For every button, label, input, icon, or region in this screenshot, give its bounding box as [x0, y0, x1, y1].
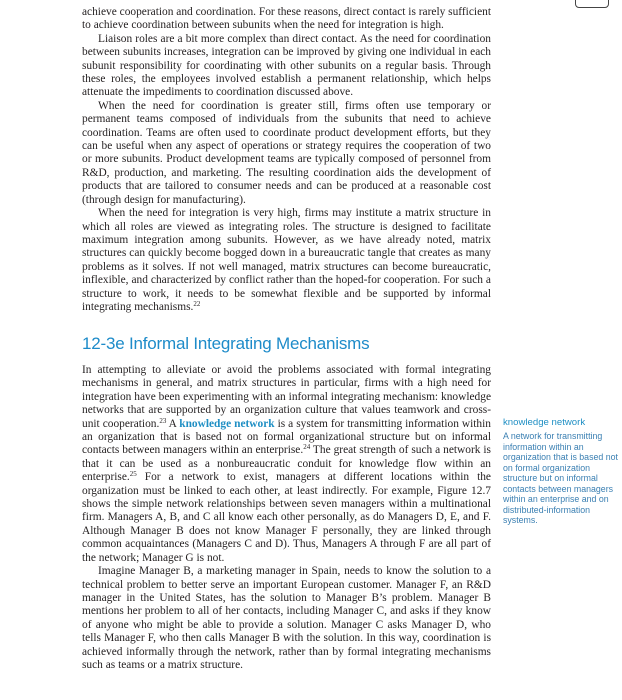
text-segment: The great strength of such a network is that it can be used as a nonbureaucratic conduit for knowledge flow within an enterprise.	[82, 444, 491, 484]
paragraph-knowledge-network	[82, 364, 491, 565]
page-corner-tab	[575, 0, 609, 8]
footnote-ref: 23	[159, 416, 167, 425]
footnote-ref: 24	[303, 443, 311, 452]
matrix-text: When the need for integration is very high, firms may institute a matrix structure in which all roles are viewed as integrating roles. The structure is designed to facilitate maximum integration among subunits. However, as we have already noted, matrix structures can quickly become bogged down in a bureaucratic tangle that creates as many problems as it solves. If not well managed, matrix structures can become bureaucratic, inflexible, and characterized by conflict rather than the hoped-for cooperation. For such a structure to work, it needs to be somewhat flexible and be supported by informal integrating mechanisms.	[82, 207, 491, 313]
text-segment: For a network to exist, managers at different locations within the organization must be linked to each other, at least indirectly. For example, Figure 12.7 shows the simple network relationships between seven managers within a multinational firm. Managers A, B, and C all know each other personally, as do Managers D, E, and F. Although Manager B does not know Manager F personally, they are linked through common acquaintances (Managers C and D). Thus, Managers A through F are all part of the network; Manager G is not.	[82, 471, 491, 564]
paragraph-teams: When the need for coordination is greater still, firms often use temporary or permanent teams composed of individuals from the subunits that need to achieve coordination. Teams are often used to coordinate product development efforts, but they can be useful when any aspect of operations or strategy requires the cooperation of two or more subunits. Product development teams are typically composed of personnel from R&D, production, and marketing. The resulting coordination aids the development of products that are tailored to consumer needs and can be produced at a reasonable cost (through design for manufacturing).	[82, 99, 491, 206]
keyword-knowledge-network: knowledge network	[179, 417, 275, 430]
paragraph-direct-contact: achieve cooperation and coordination. For these reasons, direct contact is rarely sufficient to achieve coordination between subunits when the need for integration is high.	[82, 6, 491, 32]
paragraph-manager-example: Imagine Manager B, a marketing manager in Spain, needs to know the solution to a technical problem to better serve an important European customer. Manager F, an R&D manager in the United States, has the solution to Manager B’s problem. Manager B mentions her problem to all of her contacts, including Manager C, and asks if they know of anyone who might be able to provide a solution. Manager C asks Manager D, who tells Manager F, who then calls Manager B with the solution. In this way, coordination is achieved informally through the network, rather than by formal integrating mechanisms such as teams or a matrix structure.	[82, 565, 491, 671]
footnote-ref: 25	[129, 470, 137, 479]
glossary-definition: A network for transmitting information within an organization that is based not on formal organization structure but on informal contacts between managers within an enterprise and on distributed-information systems.	[503, 431, 618, 525]
footnote-ref: 22	[193, 299, 201, 308]
section-heading: 12-3e Informal Integrating Mechanisms	[82, 334, 370, 353]
glossary-term: knowledge network	[503, 417, 586, 428]
paragraph-matrix-structure	[82, 207, 491, 314]
text-column-bottom	[82, 364, 491, 672]
margin-glossary	[503, 417, 618, 526]
text-column-top	[82, 6, 491, 314]
text-segment: In attempting to alleviate or avoid the problems associated with formal integrating mechanisms in general, and matrix structures in particular, firms with a high need for integration have been experimenting with an informal integrating mechanism: knowledge networks that are supported by an organization culture that values teamwork and cross-unit cooperation.	[82, 364, 491, 430]
paragraph-liaison-roles: Liaison roles are a bit more complex than direct contact. As the need for coordination between subunits increases, integration can be improved by giving one individual in each subunit responsibility for coordinating with other subunits on a regular basis. Through these roles, the employees involved establish a permanent relationship, which helps attenuate the impediments to coordination discussed above.	[82, 32, 491, 99]
text-segment: A	[166, 417, 180, 430]
text-segment: is a system for transmitting information within an organization that is based not on formal organizational structure but on informal contacts between managers within an enterprise.	[82, 417, 491, 457]
